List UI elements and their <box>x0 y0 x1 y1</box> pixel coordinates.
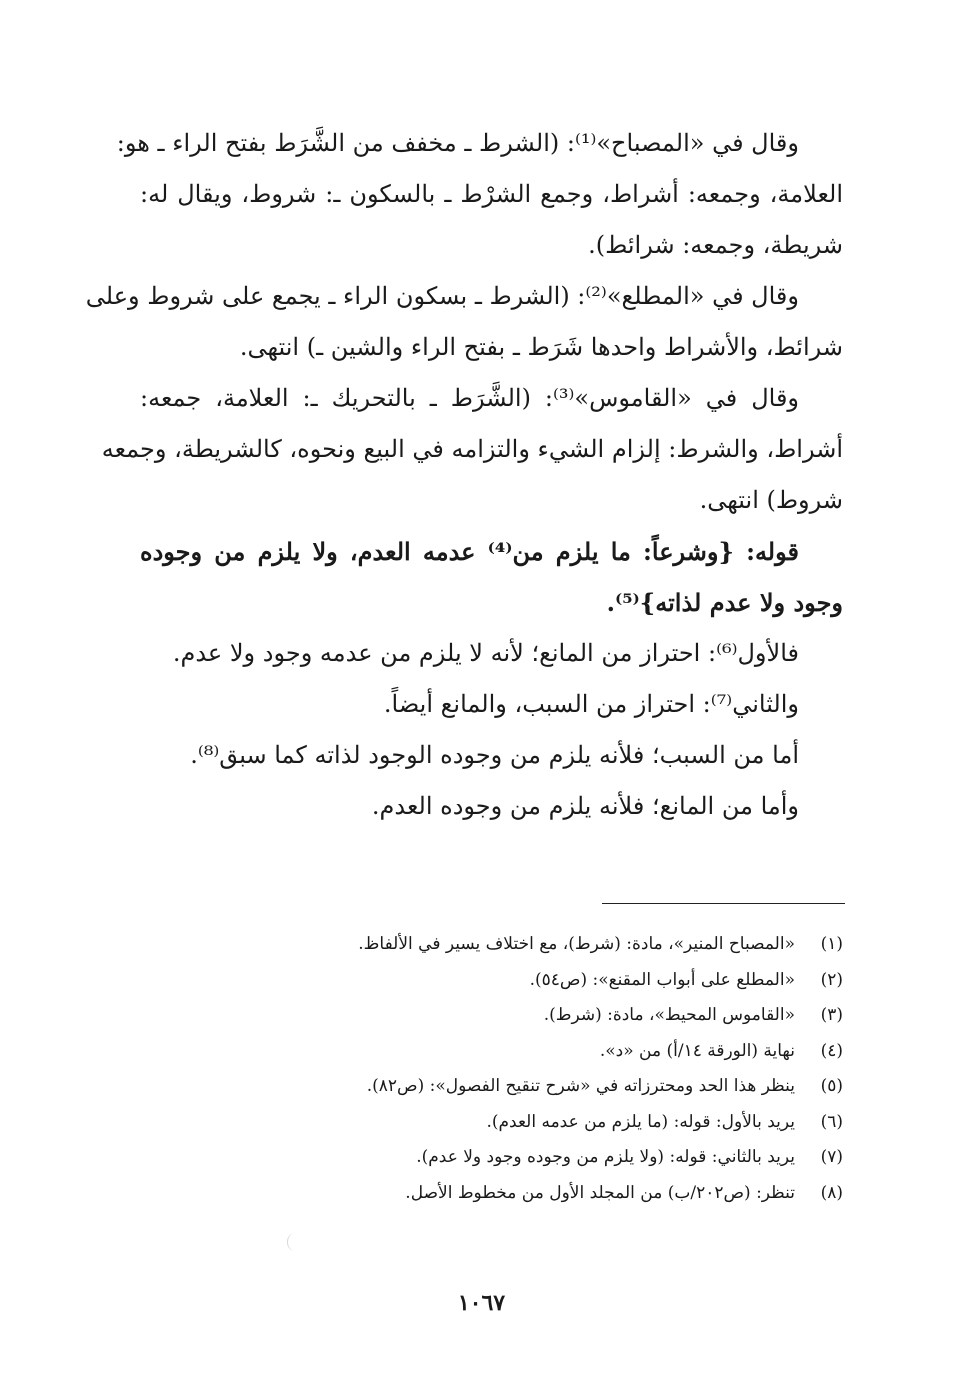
footnote-number: (٨) <box>820 1182 843 1203</box>
footnote-item <box>200 1140 843 1176</box>
footnote-text: «المصباح المنير»، مادة: (شرط)، مع اختلاف يسير في الألفاظ. <box>358 934 795 954</box>
text-line: وقال في «المطلع»⁽²⁾: (الشرط ـ بسكون الراء ـ يجمع على شروط وعلى <box>85 282 799 310</box>
footnote-number: (٢) <box>820 969 843 990</box>
footnote-text: يريد بالأول: قوله: (ما يلزم من عدمه العدم). <box>486 1111 795 1132</box>
footnote-text: ينظر هذا الحد ومحترزاته في «شرح تنقيح الفصول»: (ص٨٢). <box>366 1076 795 1096</box>
text-line: شرائط، والأشراط واحدها شَرَط ـ بفتح الراء والشين ـ) انتهى. <box>239 333 843 361</box>
text-line: فالأول⁽⁶⁾: احتراز من المانع؛ لأنه لا يلزم من عدمه وجود ولا عدم. <box>172 639 799 667</box>
footnote-item <box>200 1034 843 1070</box>
text-line: العلامة، وجمعه: أشراط، وجمع الشرْط ـ بالسكون ـ: شروط، ويقال له: <box>140 180 843 208</box>
scan-smudge <box>287 1233 302 1251</box>
text-line: شريطة، وجمعه: شرائط). <box>588 231 843 259</box>
text-line: وأما من المانع؛ فلأنه يلزم من وجوده العدم. <box>371 792 799 820</box>
footnote-number: (٤) <box>820 1040 843 1061</box>
footnote-item <box>200 1069 843 1105</box>
footnote-number: (١) <box>820 934 843 954</box>
text-line: أشراط، والشرط: إلزام الشيء والتزامه في البيع ونحوه، كالشريطة، وجمعه <box>101 435 843 463</box>
footnotes <box>200 927 843 1211</box>
text-line: قوله: {وشرعاً: ما يلزم من⁽⁴⁾ عدمه العدم، ولا يلزم من وجوده <box>140 537 799 566</box>
footnote-number: (٣) <box>820 1005 843 1025</box>
footnote-item <box>200 1105 843 1141</box>
footnote-item <box>200 998 843 1034</box>
footnote-text: يريد بالثاني: قوله: (ولا يلزم من وجوده وجود ولا عدم). <box>416 1147 795 1167</box>
footnote-item <box>200 1176 843 1212</box>
footnote-item <box>200 963 843 999</box>
text-line: والثاني⁽⁷⁾: احتراز من السبب، والمانع أيضاً. <box>383 690 799 718</box>
footnote-text: «المطلع على أبواب المقنع»: (ص٥٤). <box>529 969 795 990</box>
footnote-item <box>200 927 843 963</box>
text-line: وقال في «المصباح»⁽¹⁾: (الشرط ـ مخفف من الشَّرَط بفتح الراء ـ هو: <box>116 129 799 157</box>
text-line: وقال في «القاموس»⁽³⁾: (الشَّرَط ـ بالتحريك ـ: العلامة، جمعه: <box>140 384 799 412</box>
main-text <box>85 118 843 832</box>
footnote-number: (٥) <box>820 1076 843 1096</box>
text-line: أما من السبب؛ فلأنه يلزم من وجوده الوجود لذاته كما سبق⁽⁸⁾. <box>190 741 799 769</box>
footnote-text: «القاموس المحيط»، مادة: (شرط). <box>543 1005 795 1025</box>
footnote-text: نهاية (الورقة ١٤/أ) من «د». <box>599 1040 795 1061</box>
text-line: شروط) انتهى. <box>699 486 843 514</box>
footnote-divider <box>602 903 845 904</box>
footnote-number: (٦) <box>820 1111 843 1132</box>
text-line: وجود ولا عدم لذاته}⁽⁵⁾. <box>606 588 843 617</box>
footnote-text: تنظر: (ص٢٠٢/ب) من المجلد الأول من مخطوط الأصل. <box>405 1182 795 1203</box>
page-number: ١٠٦٧ <box>457 1290 506 1316</box>
footnote-number: (٧) <box>820 1147 843 1167</box>
